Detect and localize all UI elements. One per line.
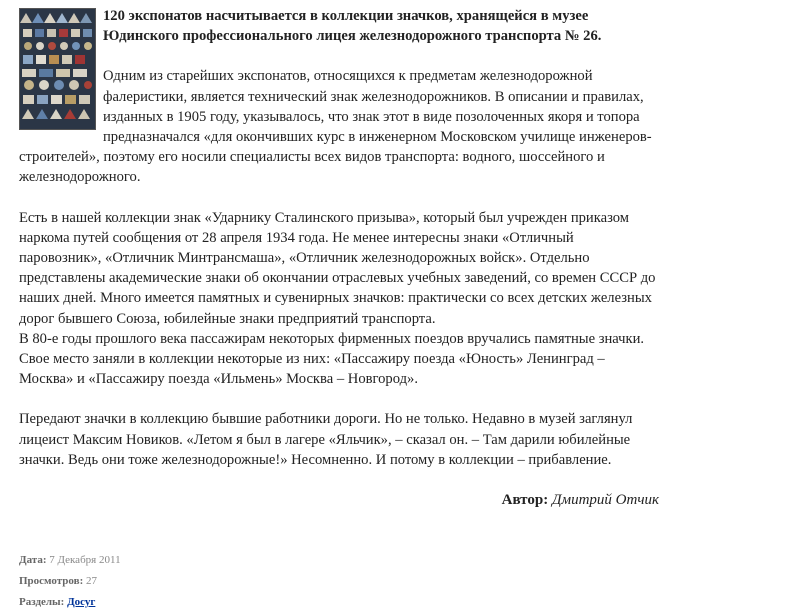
badges-row-4 <box>23 55 85 64</box>
article-lead: 120 экспонатов насчитывается в коллекции значков, хранящейся в музее Юдинского профессионального лицея железнодорожного транспорта № 26. <box>103 8 602 45</box>
badge-collection-image <box>20 9 95 129</box>
article-paragraph-2: Есть в нашей коллекции знак «Ударнику Сталинского призыва», который был учрежден приказом наркома путей сообщения от 28 апреля 1934 года. Не менее интересны знаки «Отличный паровозник», «Отличник Минтрансмаша», «Отличник железнодорожных войск». Отдельно представлены академические знаки об окончании отраслевых учебных заведений, со времен СССР до наших дней. Много имеется памятных и сувенирных значков: практически со всех детских железных дорог бывшего Союза, юбилейные знаки предприятий транспорта. <box>19 209 656 327</box>
meta-views-label: Просмотров: <box>19 575 84 587</box>
meta-date-label: Дата: <box>19 554 47 566</box>
article-paragraph-1: Одним из старейших экспонатов, относящихся к предметам железнодорожной фалеристики, является технический знак железнодорожников. В описании и правилах, изданных в 1905 году, указывалось, что знак этот в виде позолоченных якоря и топора предназначался «для окончивших курс в инженерном Московском училище инженеров-строителей», поэтому его носили специалисты всех видов транспорта: водного, шоссейного и железнодорожного. <box>19 68 652 186</box>
meta-sections <box>19 592 121 613</box>
article-author: Автор: Дмитрий Отчик <box>501 492 659 509</box>
badges-row-7 <box>23 95 90 104</box>
article-paragraph-3: В 80-е годы прошлого века пассажирам некоторых фирменных поездов вручались памятные значки. Свое место заняли в коллекции некоторые из них: «Пассажиру поезда «Юность» Ленинград – Москва» и «Пассажиру поезда «Ильмень» Москва – Новгород». <box>19 330 645 388</box>
meta-date-value: 7 Декабря 2011 <box>49 554 121 566</box>
article-body <box>19 6 659 510</box>
author-name: Дмитрий Отчик <box>551 492 659 509</box>
section-link-leisure[interactable]: Досуг <box>67 596 96 608</box>
article-paragraph-4: Передают значки в коллекцию бывшие работники дороги. Но не только. Недавно в музей заглянул лицеист Максим Новиков. «Летом я был в лагере «Яльчик», – сказал он. – Там дарили юбилейные значки. Ведь они тоже железнодорожные!» Несомненно. И потому в коллекции – прибавление. <box>19 411 633 468</box>
badge-collection-photo <box>19 8 96 130</box>
meta-views <box>19 571 121 592</box>
author-label: Автор <box>501 492 544 509</box>
meta-date <box>19 550 121 571</box>
meta-views-value: 27 <box>86 575 97 587</box>
meta-sections-label: Разделы: <box>19 596 65 608</box>
